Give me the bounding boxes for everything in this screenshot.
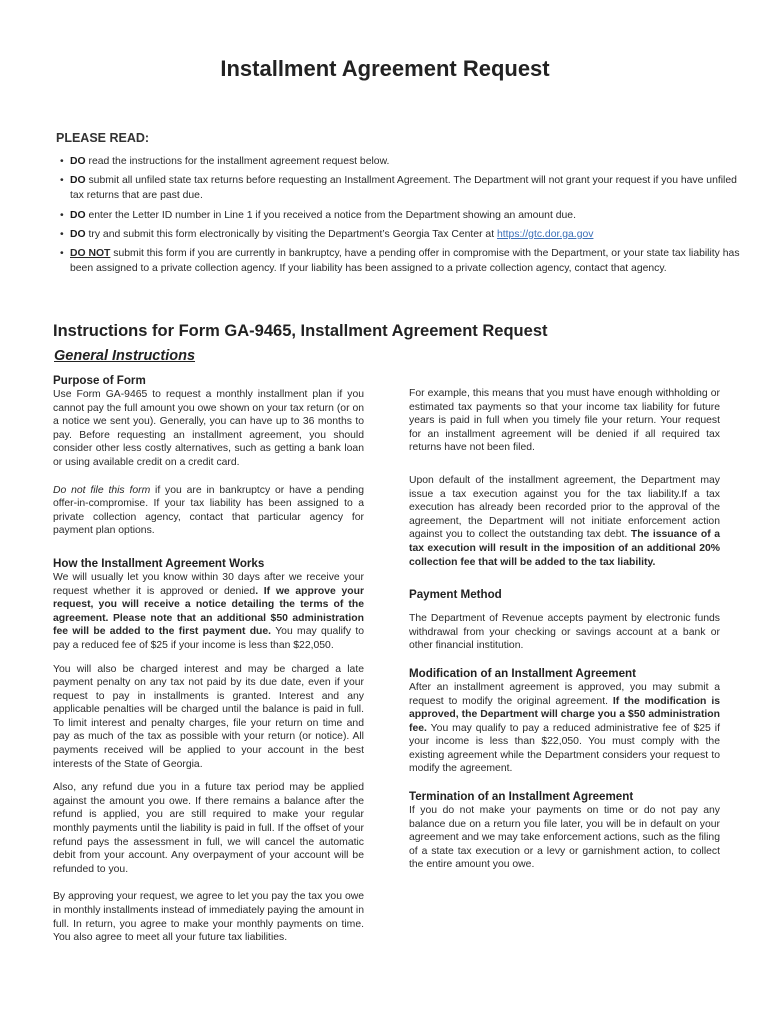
termination-heading: Termination of an Installment Agreement (409, 790, 634, 804)
modification-heading: Modification of an Installment Agreement (409, 666, 636, 680)
works-paragraph-1: We will usually let you know within 30 days after we receive your request whether it is approved or denied. If we approve your request, you will receive a notice detailing the terms of the agreement. Please note that an additional $50 administration fee will be added to the first payment due. You may qualify to pay a reduced fee of $25 if your income is less than $22,050. (53, 571, 364, 651)
purpose-paragraph: Use Form GA-9465 to request a monthly installment plan if you cannot pay the full amount you owe shown on your tax return (or on a notice we sent you). Generally, you can have up to 36 months to pay. Before requesting an installment agreement, you should consider other less costly alternatives, such as getting a bank loan or using available credit on a credit card. (53, 389, 364, 468)
default-paragraph: Upon default of the installment agreement, the Department may issue a tax execution against you for the tax liability.If a tax execution has already been recorded prior to the approval of the agreement, the Department will not initiate enforcement action against you to collect the outstanding tax debt. The issuance of a tax execution will result in the imposition of an additional 20% collection fee that will be added to the tax liability. (409, 474, 720, 568)
general-instructions-heading: General Instructions (54, 348, 196, 364)
works-paragraph-2: You will also be charged interest and may be charged a late payment penalty on any tax not paid by its due date, even if your request to pay in installments is granted. Interest and any applicable penalties will be charged until the balance is paid in full. To limit interest and penalty charges, file your return on time and pay as much of the tax as possible with your return (or notice). All payments received will be applied to your account in the best interests of the State of Georgia. (53, 663, 364, 770)
gtc-link[interactable]: https://gtc.dor.ga.gov (496, 228, 594, 240)
please-read-list (60, 154, 740, 280)
works-heading: How the Installment Agreement Works (53, 556, 265, 570)
payment-heading: Payment Method (409, 588, 502, 602)
payment-paragraph: The Department of Revenue accepts payment by electronic funds withdrawal from your checking or savings account at a bank or other financial institution. (409, 613, 720, 652)
example-paragraph: For example, this means that you must have enough withholding or estimated tax payments so that your income tax liability for future years is paid in full when you timely file your return. Your request for an installment agreement will be denied if all required tax returns have not been filed. (409, 388, 720, 454)
modification-paragraph: After an installment agreement is approved, you may submit a request to modify the original agreement. If the modification is approved, the Department will charge you a $50 administration fee. You may qualify to pay a reduced administrative fee of $25 if your income is less than $22,050. You must comply with the existing agreement while the Department considers your request to modify the agreement. (409, 681, 720, 775)
page-title: Installment Agreement Request (220, 56, 550, 81)
list-item: • DO enter the Letter ID number in Line 1 if you received a notice from the Department showing an amount due. (60, 208, 740, 223)
purpose-heading: Purpose of Form (53, 374, 146, 387)
works-paragraph-4: By approving your request, we agree to let you pay the tax you owe in monthly installments instead of immediately paying the amount in full. In return, you agree to make your monthly payments on time. You also agree to meet all your future tax liabilities. (53, 891, 364, 944)
left-column (53, 374, 364, 945)
works-paragraph-3: Also, any refund due you in a future tax period may be applied against the amount you owe. If there remains a balance after the refund is applied, you are still required to make your regular monthly payments until the liability is paid in full. If the offset of your refund pays the assessment in full, we will cancel the automatic debit from your account. Any overpayment of your account will be refunded to you. (53, 782, 364, 875)
instructions-heading: Instructions for Form GA-9465, Installment Agreement Request (53, 322, 548, 340)
please-read-heading: PLEASE READ: (56, 131, 150, 145)
right-column (409, 387, 720, 872)
list-item: • DO submit all unfiled state tax returns before requesting an Installment Agreement. The Department will not grant your request if you have unfiled tax returns that are past due. (60, 173, 740, 203)
list-item: • DO NOT submit this form if you are currently in bankruptcy, have a pending offer in compromise with the Department, or your state tax liability has been assigned to a private collection agency. If your liability has been assigned to a private collection agency, contact that agency. (60, 246, 740, 276)
list-item: • DO try and submit this form electronically by visiting the Department’s Georgia Tax Center at https://gtc.dor.ga.gov (60, 227, 740, 242)
termination-paragraph: If you do not make your payments on time or do not pay any balance due on a return you file later, you will be in default on your agreement and we may take enforcement actions, such as the filing of a state tax execution or a levy or garnishment action, to collect the entire amount you owe. (409, 805, 720, 871)
list-item: • DO read the instructions for the installment agreement request below. (60, 154, 740, 169)
bankruptcy-paragraph: Do not file this form if you are in bankruptcy or have a pending offer-in-compromise. If your tax liability has been assigned to a private collection agency, contact that particular agency for payment plan options. (53, 484, 364, 537)
